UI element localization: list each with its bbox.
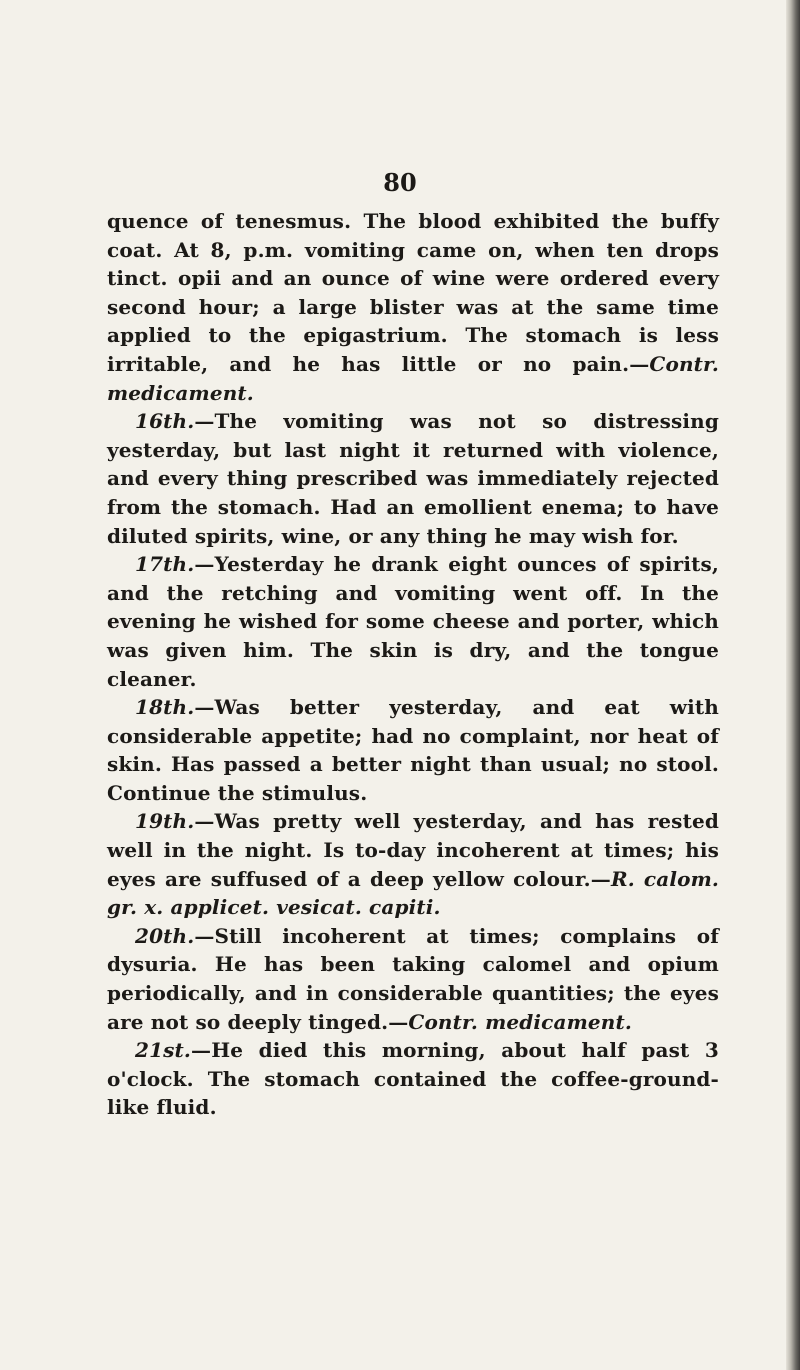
paragraph-text: —The vomiting was not so distressing yesterday, but last night it returned with violence, and every thing prescribed was immediately rejected from the stomach. Had an emollient enema; to have diluted spirits, wine, or any thing he may wish for. [107, 409, 719, 548]
paragraph-20th [107, 922, 719, 1036]
paragraph-continuation [107, 207, 719, 407]
body-text [107, 207, 719, 1122]
paragraph-text: —Still incoherent at times; complains of dysuria. He has been taking calomel and opium periodically, and in considerable quantities; the eyes are not so deeply tinged.— [107, 923, 719, 1034]
paragraph-text: —Was better yesterday, and eat with considerable appetite; had no complaint, nor heat of skin. Has passed a better night than usual; no stool. Continue the stimulus. [107, 695, 719, 805]
entry-date: 18th. [135, 695, 195, 720]
paragraph-text: —He died this morning, about half past 3 o'clock. The stomach contained the coffee-ground-like fluid. [107, 1038, 719, 1120]
paragraph-text: —Was pretty well yesterday, and has rested well in the night. Is to-day incoherent at times; his eyes are suffused of a deep yellow colour.— [107, 809, 719, 891]
prescription-latin: R. calom. gr. x. applicet. vesicat. capiti. [107, 866, 719, 920]
paragraph-18th [107, 693, 719, 807]
entry-date: 20th. [135, 923, 195, 948]
entry-date: 17th. [135, 552, 195, 577]
paragraph-16th [107, 407, 719, 550]
paragraph-text: quence of tenesmus. The blood exhibited the buffy coat. At 8, p.m. vomiting came on, when ten drops tinct. opii and an ounce of wine were ordered every second hour; a large blister was at the same time applied to the epigastrium. The stomach is less irritable, and he has little or no pain.— [107, 209, 719, 376]
entry-date: 19th. [135, 809, 195, 834]
prescription-latin: Contr. medicament. [408, 1009, 632, 1034]
page-edge-shadow [786, 0, 800, 1370]
prescription-latin: Contr. medicament. [107, 351, 719, 405]
paragraph-17th [107, 550, 719, 693]
paragraph-21st [107, 1036, 719, 1122]
entry-date: 21st. [135, 1038, 192, 1063]
page-number: 80 [383, 168, 417, 197]
paragraph-19th [107, 807, 719, 921]
paragraph-text: —Yesterday he drank eight ounces of spirits, and the retching and vomiting went off. In the evening he wished for some cheese and porter, which was given him. The skin is dry, and the tongue cleaner. [107, 552, 719, 691]
entry-date: 16th. [135, 409, 195, 434]
